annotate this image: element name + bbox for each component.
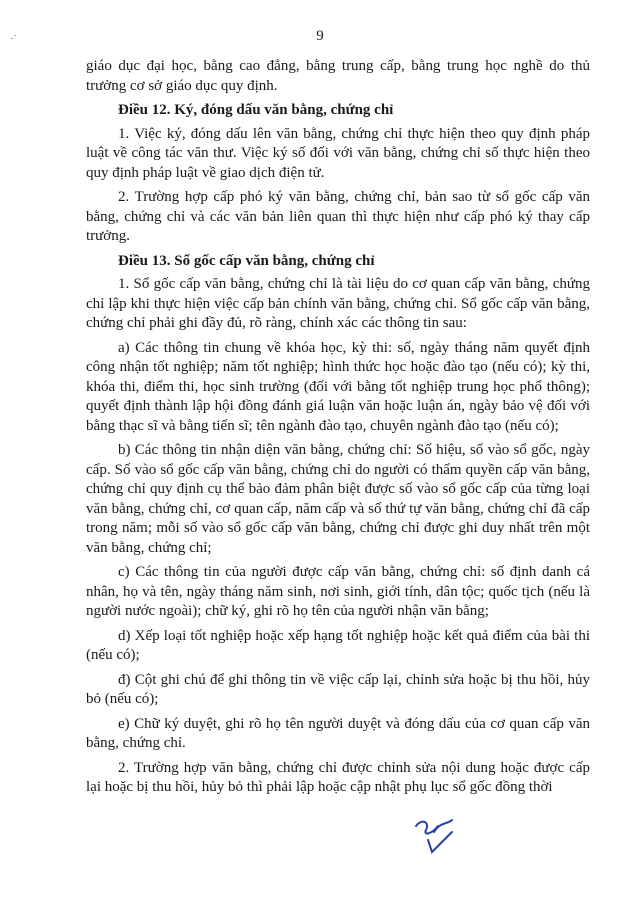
paragraph-continuation: giáo dục đại học, bằng cao đẳng, bằng trung cấp, bằng trung học nghề do thủ trưởng cơ sở giáo dục quy định. — [86, 58, 590, 94]
article-13-item-a: a) Các thông tin chung về khóa học, kỳ thi: số, ngày tháng năm quyết định công nhận tốt nghiệp; năm tốt nghiệp; hình thức học hoặc đào tạo (nếu có); kỳ thi, khóa thi, điểm thi, học sinh trường (đối với bằng tốt nghiệp trung học phổ thông); quyết định thành lập hội đồng đánh giá luận văn hoặc luận án, ngày bảo vệ đối với bằng thạc sĩ và bằng tiến sĩ; tên ngành đào tạo, chuyên ngành đào tạo (nếu có); — [86, 339, 590, 434]
article-13-clause-1: 1. Sổ gốc cấp văn bằng, chứng chỉ là tài liệu do cơ quan cấp văn bằng, chứng chỉ lập khi thực hiện việc cấp bản chính văn bằng, chứng chỉ. Sổ gốc cấp văn bằng, chứng chỉ phải ghi đầy đủ, rõ ràng, chính xác các thông tin sau: — [86, 276, 590, 331]
scan-artifact: ·˙ — [10, 34, 17, 45]
article-13-item-e: e) Chữ ký duyệt, ghi rõ họ tên người duyệt và đóng dấu của cơ quan cấp văn bằng, chứng chỉ. — [86, 715, 590, 751]
article-13-clause-2: 2. Trường hợp văn bằng, chứng chỉ được chỉnh sửa nội dung hoặc được cấp lại hoặc bị thu hồi, hủy bỏ thì phải lập hoặc cập nhật phụ lục sổ gốc đồng thời — [86, 759, 590, 795]
article-13-item-c: c) Các thông tin của người được cấp văn bằng, chứng chỉ: số định danh cá nhân, họ và tên, ngày tháng năm sinh, nơi sinh, giới tính, dân tộc; quốc tịch (nếu là người nước ngoài); chữ ký, ghi rõ họ tên của người nhận văn bằng; — [86, 564, 590, 619]
page-number: 9 — [316, 28, 324, 44]
article-13-heading: Điều 13. Sổ gốc cấp văn bằng, chứng chỉ — [118, 252, 375, 269]
article-12-clause-2: 2. Trường hợp cấp phó ký văn bằng, chứng chỉ, bản sao từ sổ gốc cấp văn bằng, chứng chỉ và các văn bản liên quan thì thực hiện như cấp phó ký thay cấp trưởng. — [86, 189, 590, 244]
article-12-heading: Điều 12. Ký, đóng dấu văn bằng, chứng chỉ — [118, 102, 394, 118]
article-12-clause-1: 1. Việc ký, đóng dấu lên văn bằng, chứng chỉ thực hiện theo quy định pháp luật về công tác văn thư. Việc ký số đối với văn bằng, chứng chỉ số thực hiện theo quy định pháp luật về giao dịch điện tử. — [86, 125, 590, 181]
article-13-item-d: d) Xếp loại tốt nghiệp hoặc xếp hạng tốt nghiệp hoặc kết quả điểm của bài thi (nếu có); — [86, 627, 590, 663]
document-body — [86, 57, 590, 803]
article-13-item-b: b) Các thông tin nhận diện văn bằng, chứng chỉ: Số hiệu, số vào sổ gốc, ngày cấp. Số vào sổ gốc cấp văn bằng, chứng chỉ do người có thẩm quyền cấp văn bằng, chứng chỉ quy định cụ thể bảo đảm phân biệt được số vào sổ gốc cấp của từng loại văn bằng, chứng chỉ, cơ quan cấp, năm cấp và số thứ tự văn bằng, chứng chỉ đã cấp trong năm; mỗi số vào sổ gốc cấp văn bằng, chứng chỉ được ghi duy nhất trên một văn bằng, chứng chỉ; — [86, 442, 590, 556]
article-13-item-dd: đ) Cột ghi chú để ghi thông tin về việc cấp lại, chỉnh sửa hoặc bị thu hồi, hủy bỏ (nếu có); — [86, 671, 590, 707]
handwritten-signature — [408, 812, 478, 862]
